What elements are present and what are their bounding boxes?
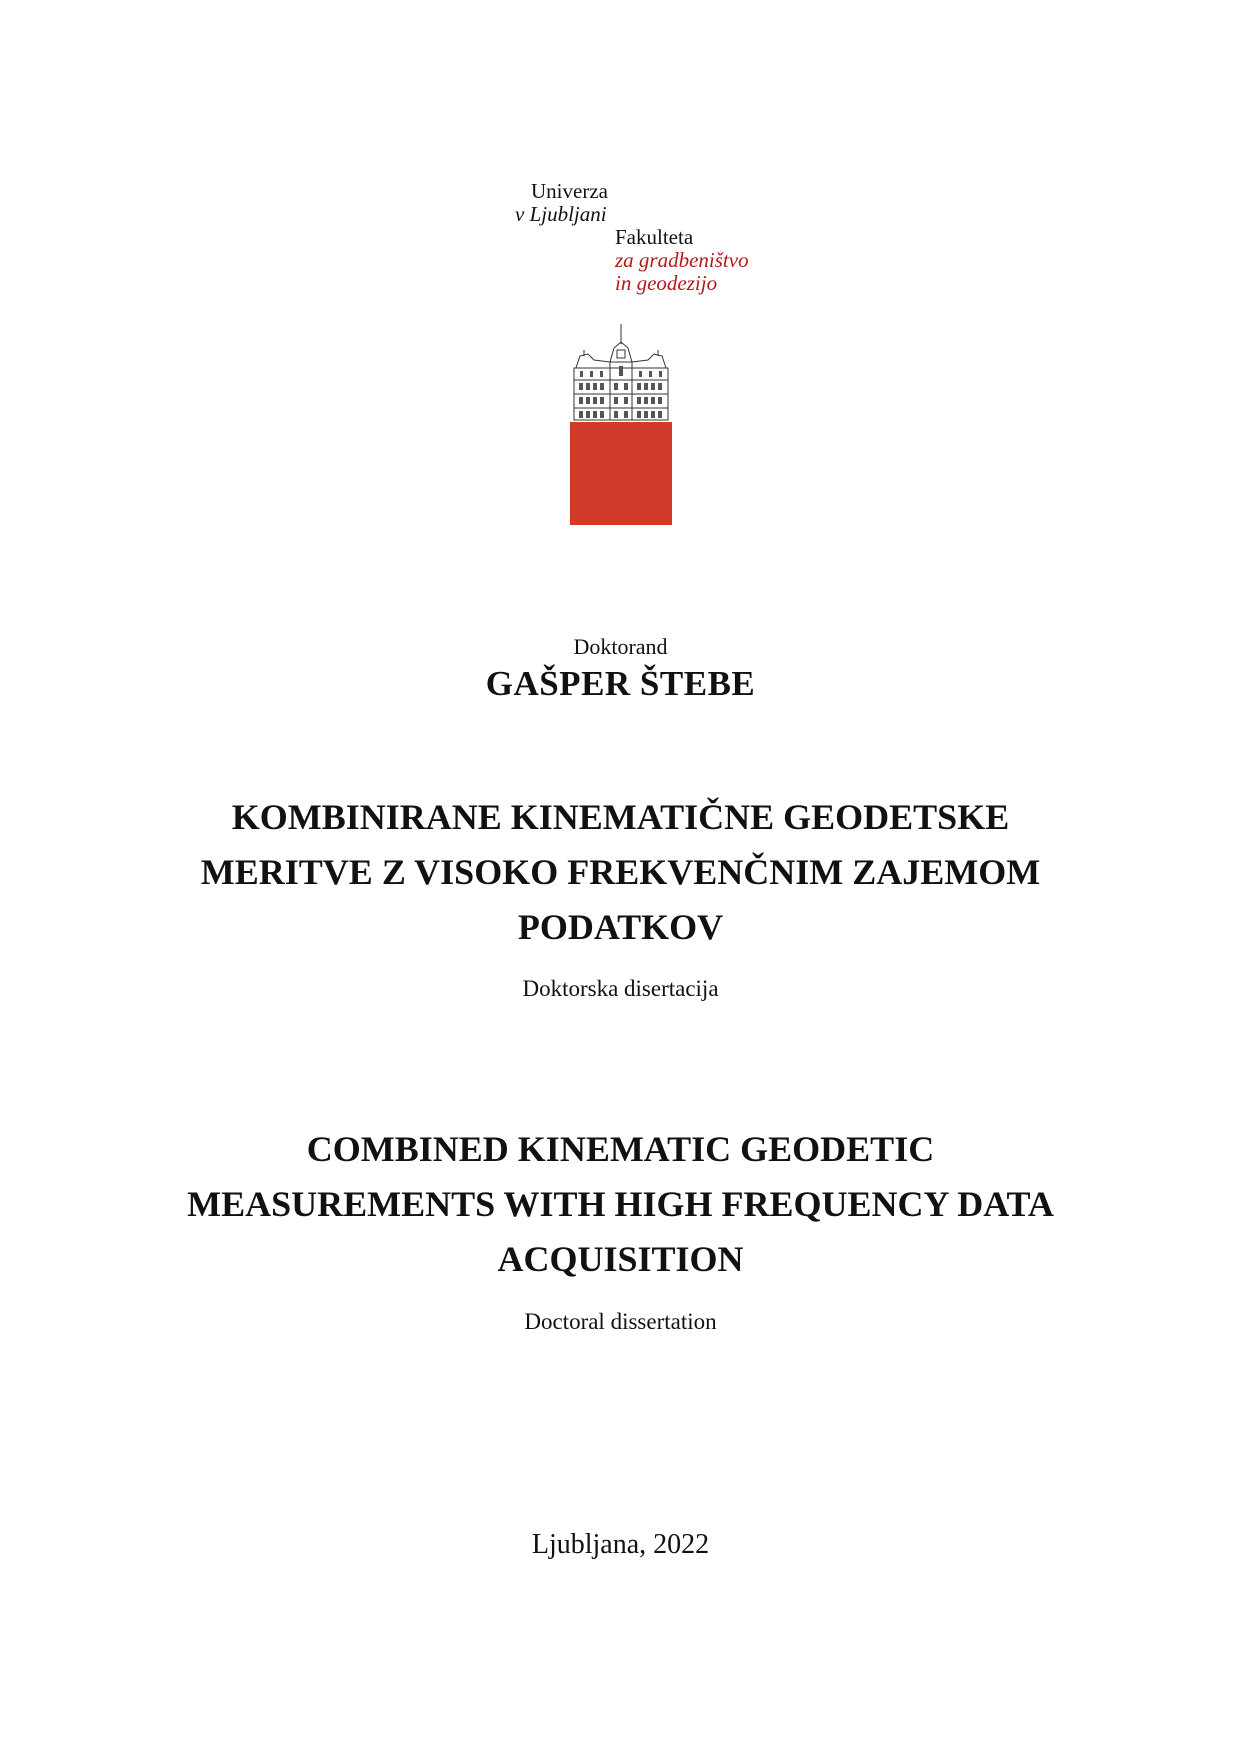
document-type-slovenian: Doktorska disertacija (522, 976, 719, 1001)
author-role-label: Doktorand (573, 634, 668, 659)
faculty-logo-text (0, 0, 1241, 320)
author-name: GAŠPER ŠTEBE (485, 664, 756, 703)
title-slovenian-line: PODATKOV (517, 907, 724, 947)
university-building-icon (570, 322, 672, 525)
title-slovenian-line: MERITVE Z VISOKO FREKVENČNIM ZAJEMOM (200, 852, 1041, 892)
title-slovenian-line: KOMBINIRANE KINEMATIČNE GEODETSKE (231, 797, 1010, 837)
faculty-name-line3: in geodezijo (615, 271, 718, 295)
title-english-line: MEASUREMENTS WITH HIGH FREQUENCY DATA (187, 1184, 1054, 1224)
university-name-line1: Univerza (531, 179, 608, 203)
faculty-name-line1: Fakulteta (615, 225, 694, 249)
title-english-line: COMBINED KINEMATIC GEODETIC (306, 1129, 935, 1169)
university-name-line2: v Ljubljani (515, 202, 607, 226)
title-slovenian (0, 790, 1241, 955)
place-and-year: Ljubljana, 2022 (531, 1529, 710, 1560)
faculty-name-line2: za gradbeništvo (615, 248, 749, 272)
title-english (0, 1122, 1241, 1287)
document-type-english: Doctoral dissertation (524, 1309, 717, 1334)
title-english-line: ACQUISITION (497, 1239, 744, 1279)
